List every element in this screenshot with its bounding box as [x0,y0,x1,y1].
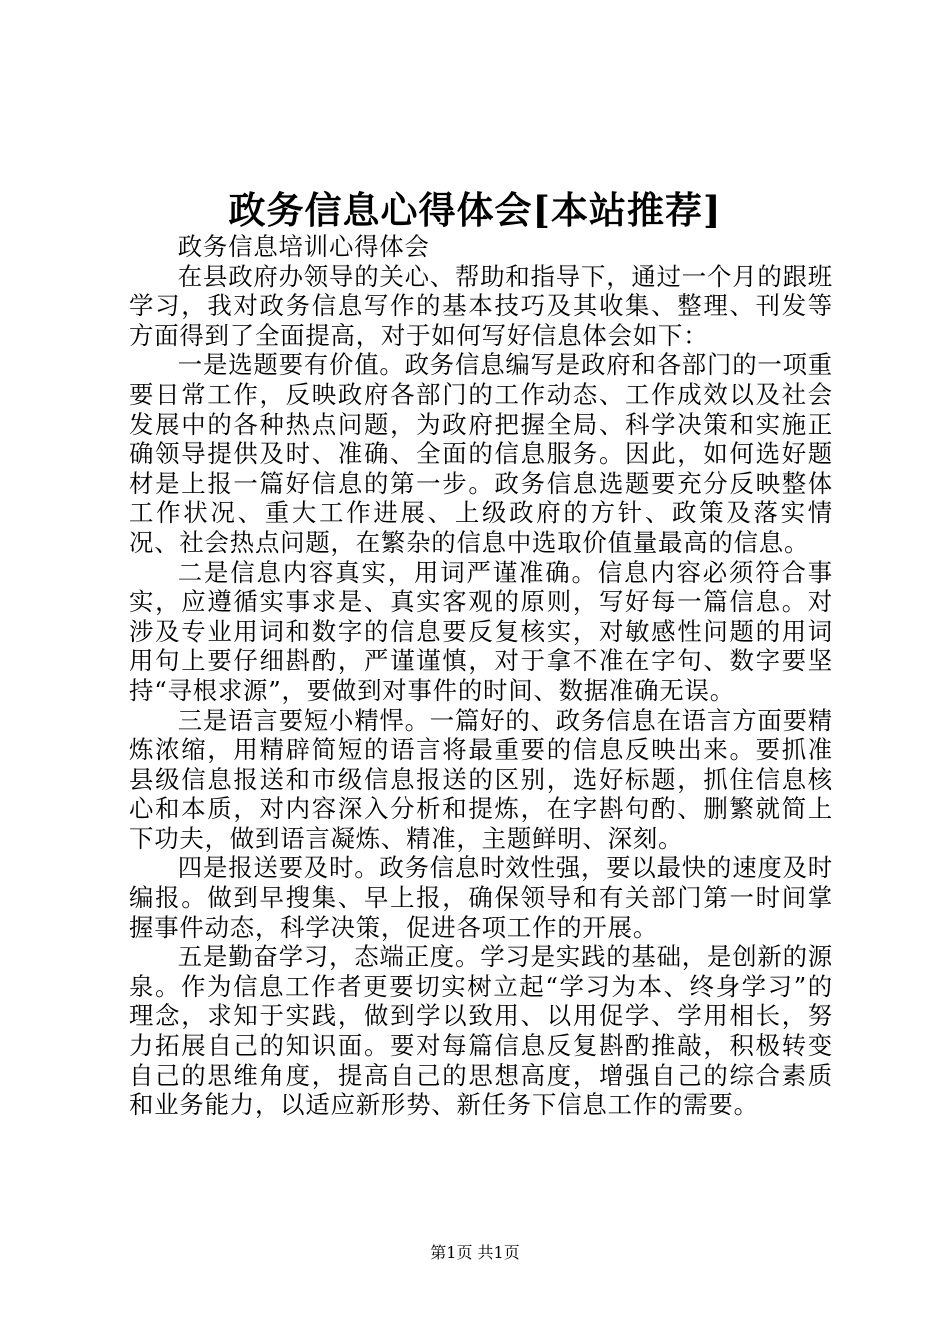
point-four-paragraph: 四是报送要及时。政务信息时效性强，要以最快的速度及时编报。做到早搜集、早上报，确保领导和有关部门第一时间掌握事件动态，科学决策，促进各项工作的开展。 [129,853,833,942]
point-three-paragraph: 三是语言要短小精悍。一篇好的、政务信息在语言方面要精炼浓缩，用精辟简短的语言将最重要的信息反映出来。要抓准县级信息报送和市级信息报送的区别，选好标题，抓住信息核心和本质，对内容深入分析和提炼，在字斟句酌、删繁就简上下功夫，做到语言凝炼、精准，主题鲜明、深刻。 [129,705,833,853]
document-title: 政务信息心得体会[本站推荐] [228,188,722,232]
point-five-paragraph: 五是勤奋学习，态端正度。学习是实践的基础，是创新的源泉。作为信息工作者更要切实树立起“学习为本、终身学习”的理念，求知于实践，做到学以致用、以用促学、学用相长，努力拓展自己的知识面。要对每篇信息反复斟酌推敲，积极转变自己的思维角度，提高自己的思想高度，增强自己的综合素质和业务能力，以适应新形势、新任务下信息工作的需要。 [129,942,833,1120]
intro-paragraph: 在县政府办领导的关心、帮助和指导下，通过一个月的跟班学习，我对政务信息写作的基本技巧及其收集、整理、刊发等方面得到了全面提高，对于如何写好信息体会如下： [129,261,833,350]
page-number-footer: 第1页 共1页 [430,1243,520,1262]
document-body [129,232,833,1120]
point-two-paragraph: 二是信息内容真实，用词严谨准确。信息内容必须符合事实，应遵循实事求是、真实客观的原则，写好每一篇信息。对涉及专业用词和数字的信息要反复核实，对敏感性问题的用词用句上要仔细斟酌，严谨谨慎，对于拿不准在字句、数字要坚持“寻根求源”，要做到对事件的时间、数据准确无误。 [129,557,833,705]
point-one-paragraph: 一是选题要有价值。政务信息编写是政府和各部门的一项重要日常工作，反映政府各部门的工作动态、工作成效以及社会发展中的各种热点问题，为政府把握全局、科学决策和实施正确领导提供及时、准确、全面的信息服务。因此，如何选好题材是上报一篇好信息的第一步。政务信息选题要充分反映整体工作状况、重大工作进展、上级政府的方针、政策及落实情况、社会热点问题，在繁杂的信息中选取价值量最高的信息。 [129,350,833,557]
subtitle-paragraph: 政务信息培训心得体会 [177,232,430,261]
